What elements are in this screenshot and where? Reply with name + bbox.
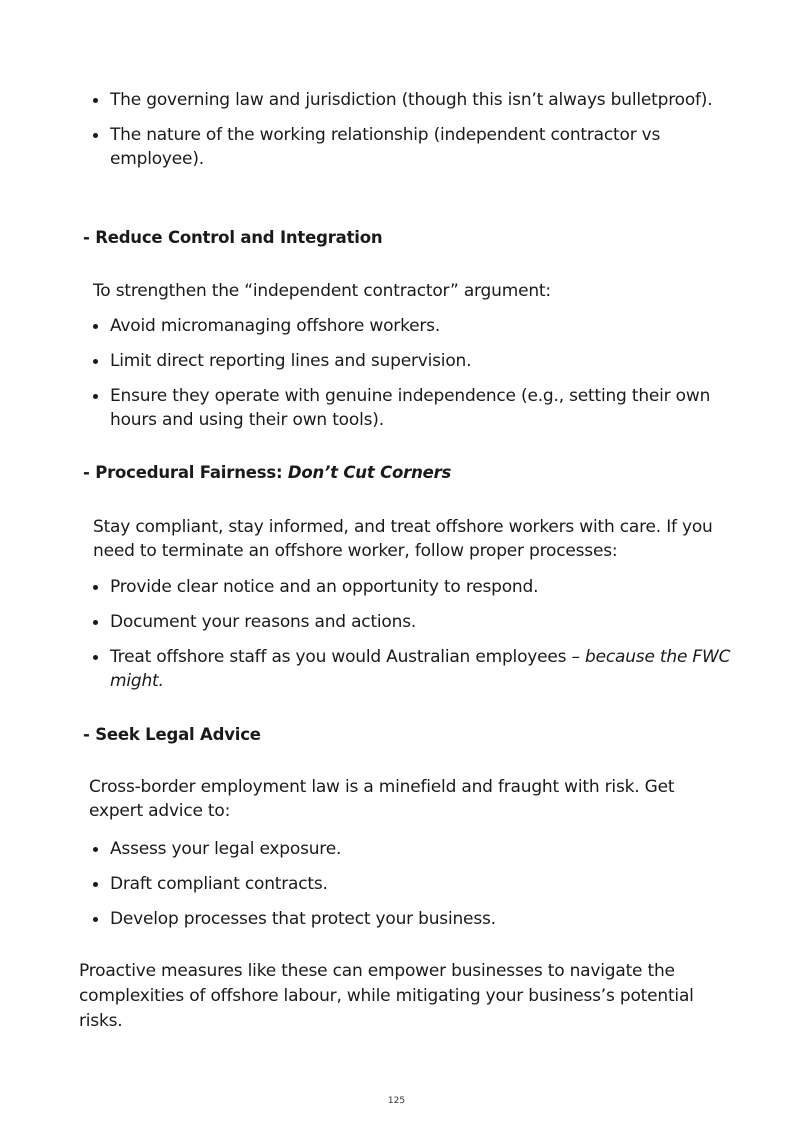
heading-italic-part: Don’t Cut Corners (287, 463, 452, 482)
list-item: Develop processes that protect your business. (92, 907, 732, 931)
list-item: Document your reasons and actions. (92, 610, 732, 634)
fairness-bullet-list (92, 575, 732, 704)
section-heading-legal: - Seek Legal Advice (83, 725, 261, 744)
list-item-emphasis: because the FWC might. (110, 647, 731, 691)
list-item (92, 645, 732, 693)
list-item: The nature of the working relationship (independent contractor vs employee). (92, 123, 732, 171)
heading-bold-part: - Procedural Fairness: (83, 463, 288, 482)
legal-bullet-list (92, 837, 732, 942)
section-intro-legal: Cross-border employment law is a minefield and fraught with risk. Get expert advice to: (89, 777, 675, 821)
closing-paragraph: Proactive measures like these can empower businesses to navigate the complexities of offshore labour, while mitigating your business’s potential risks. (79, 961, 694, 1031)
section-heading-control: - Reduce Control and Integration (83, 228, 383, 247)
list-item: Provide clear notice and an opportunity to respond. (92, 575, 732, 599)
list-item: Limit direct reporting lines and supervision. (92, 349, 732, 373)
section-intro-control: To strengthen the “independent contractor” argument: (93, 281, 551, 301)
list-item-text: Treat offshore staff as you would Australian employees – (110, 647, 586, 667)
section-intro-fairness: Stay compliant, stay informed, and treat offshore workers with care. If you need to terminate an offshore worker, follow proper processes: (93, 517, 713, 561)
list-item: Draft compliant contracts. (92, 872, 732, 896)
list-item: The governing law and jurisdiction (though this isn’t always bulletproof). (92, 88, 732, 112)
list-item: Ensure they operate with genuine independence (e.g., setting their own hours and using their own tools). (92, 384, 732, 432)
section-heading-fairness (83, 462, 451, 484)
list-item: Assess your legal exposure. (92, 837, 732, 861)
top-bullet-list (92, 88, 732, 182)
page-number: 125 (387, 1096, 406, 1106)
control-bullet-list (92, 314, 732, 443)
list-item: Avoid micromanaging offshore workers. (92, 314, 732, 338)
